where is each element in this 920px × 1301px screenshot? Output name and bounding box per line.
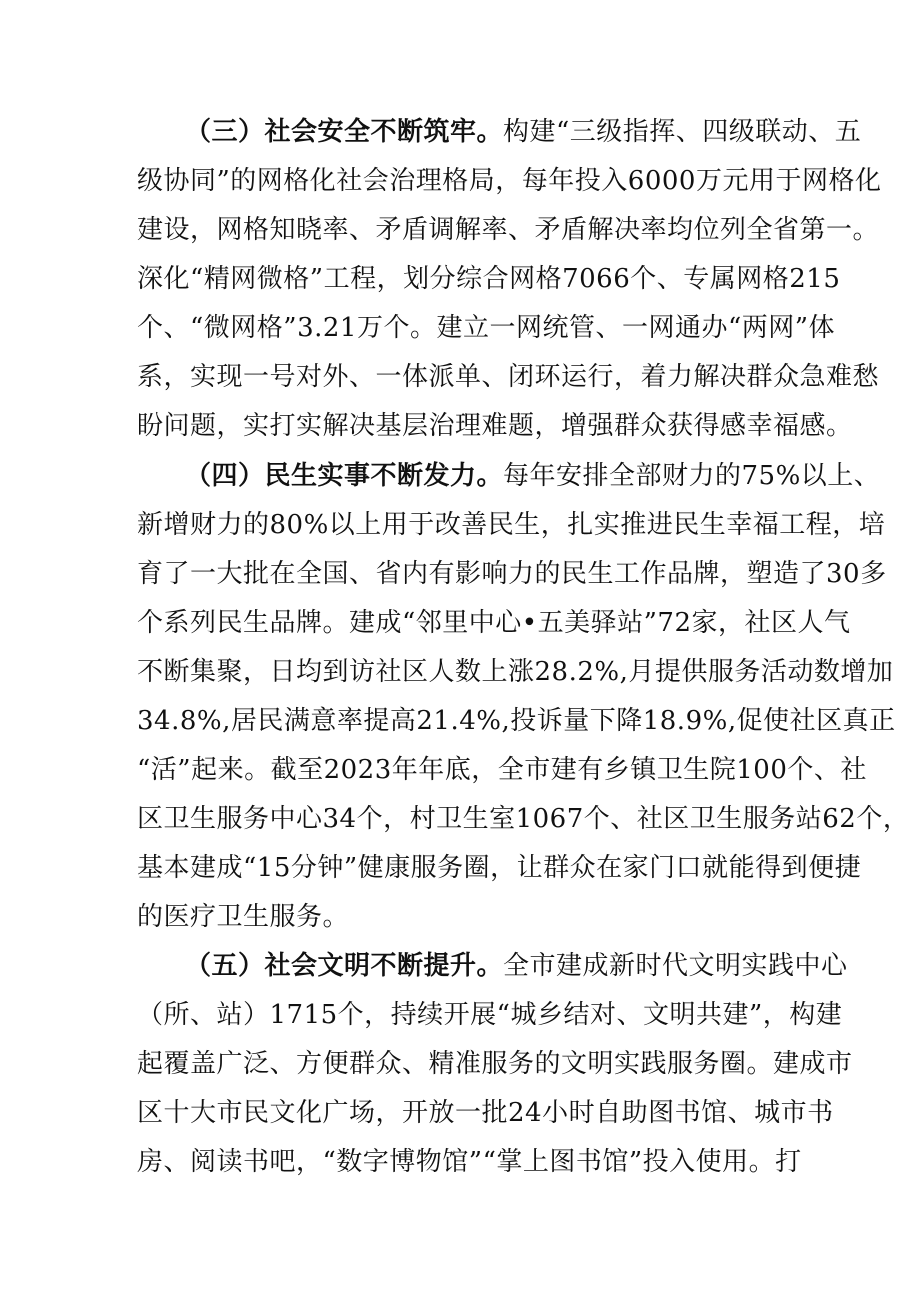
body-line: 不断集聚，日均到访社区人数上涨28.2%,月提供服务活动数增加 (137, 657, 894, 687)
paragraph-first-line (185, 456, 880, 496)
body-line: 34.8%,居民满意率提高21.4%,投诉量下降18.9%,促使社区真正 (137, 706, 896, 736)
section-heading: （五）社会文明不断提升。 (185, 951, 504, 981)
body-line: 级协同”的网格化社会治理格局，每年投入6000万元用于网格化 (137, 166, 882, 196)
section-heading: （三）社会安全不断筑牢。 (185, 117, 504, 147)
body-line: 个、“微网格”3.21万个。建立一网统管、一网通办“两网”体 (137, 313, 836, 343)
body-line: 房、阅读书吧，“数字博物馆”“掌上图书馆”投入使用。打 (137, 1147, 802, 1177)
body-line: 的医疗卫生服务。 (137, 902, 350, 932)
body-line: 深化“精网微格”工程，划分综合网格7066个、专属网格215 (137, 264, 841, 294)
body-line: 育了一大批在全国、省内有影响力的民生工作品牌，塑造了30多 (137, 559, 887, 589)
body-line: 区卫生服务中心34个，村卫生室1067个、社区卫生服务站62个， (137, 804, 910, 834)
body-line: “活”起来。截至2023年年底，全市建有乡镇卫生院100个、社 (137, 755, 867, 785)
body-line: 个系列民生品牌。建成“邻里中心•五美驿站”72家，社区人气 (137, 608, 851, 638)
paragraph-first-line (185, 946, 848, 986)
body-text: 每年安排全部财力的75%以上、 (503, 461, 881, 491)
body-line: 区十大市民文化广场，开放一批24小时自助图书馆、城市书 (137, 1098, 834, 1128)
body-text: 全市建成新时代文明实践中心 (503, 951, 848, 981)
body-line: 起覆盖广泛、方便群众、精准服务的文明实践服务圈。建成市 (137, 1049, 853, 1079)
section-heading: （四）民生实事不断发力。 (185, 461, 504, 491)
body-line: （所、站）1715个，持续开展“城乡结对、文明共建”，构建 (137, 1000, 843, 1030)
body-line: 建设，网格知晓率、矛盾调解率、矛盾解决率均位列全省第一。 (137, 215, 880, 245)
body-text: 构建“三级指挥、四级联动、五 (503, 117, 862, 147)
body-line: 盼问题，实打实解决基层治理难题，增强群众获得感幸福感。 (137, 411, 853, 441)
body-line: 基本建成“15分钟”健康服务圈，让群众在家门口就能得到便捷 (137, 853, 862, 883)
body-line: 新增财力的80%以上用于改善民生，扎实推进民生幸福工程，培 (137, 510, 886, 540)
body-line: 系，实现一号对外、一体派单、闭环运行，着力解决群众急难愁 (137, 362, 880, 392)
paragraph-first-line (185, 112, 861, 152)
